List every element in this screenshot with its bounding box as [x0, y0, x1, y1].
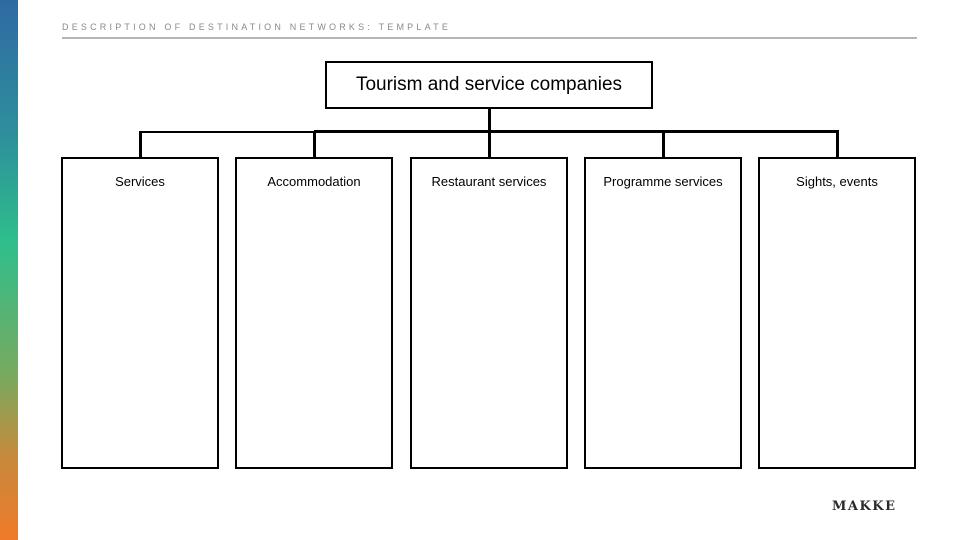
drop-restaurant [488, 131, 491, 158]
root-stem [488, 107, 491, 132]
header-divider [62, 37, 917, 39]
drop-programme [662, 131, 665, 158]
category-label: Accommodation [267, 174, 361, 189]
category-label: Services [115, 174, 165, 189]
root-node [325, 61, 653, 109]
category-label: Restaurant services [431, 174, 547, 189]
drop-services [139, 131, 142, 158]
category-restaurant-services [410, 157, 568, 469]
side-accent-bar [0, 0, 18, 540]
brand-logo: MAKKE [832, 499, 897, 514]
category-services [61, 157, 219, 469]
drop-sights [836, 131, 839, 158]
category-label: Programme services [603, 174, 723, 189]
page-title: DESCRIPTION OF DESTINATION NETWORKS: TEMPLATE [62, 22, 452, 32]
drop-accommodation [313, 131, 316, 158]
root-node-label: Tourism and service companies [355, 74, 623, 95]
category-sights-events [758, 157, 916, 469]
category-label: Sights, events [796, 174, 878, 189]
branch-bar-left [139, 131, 315, 133]
category-programme-services [584, 157, 742, 469]
branch-bar-main [314, 130, 839, 133]
category-accommodation [235, 157, 393, 469]
